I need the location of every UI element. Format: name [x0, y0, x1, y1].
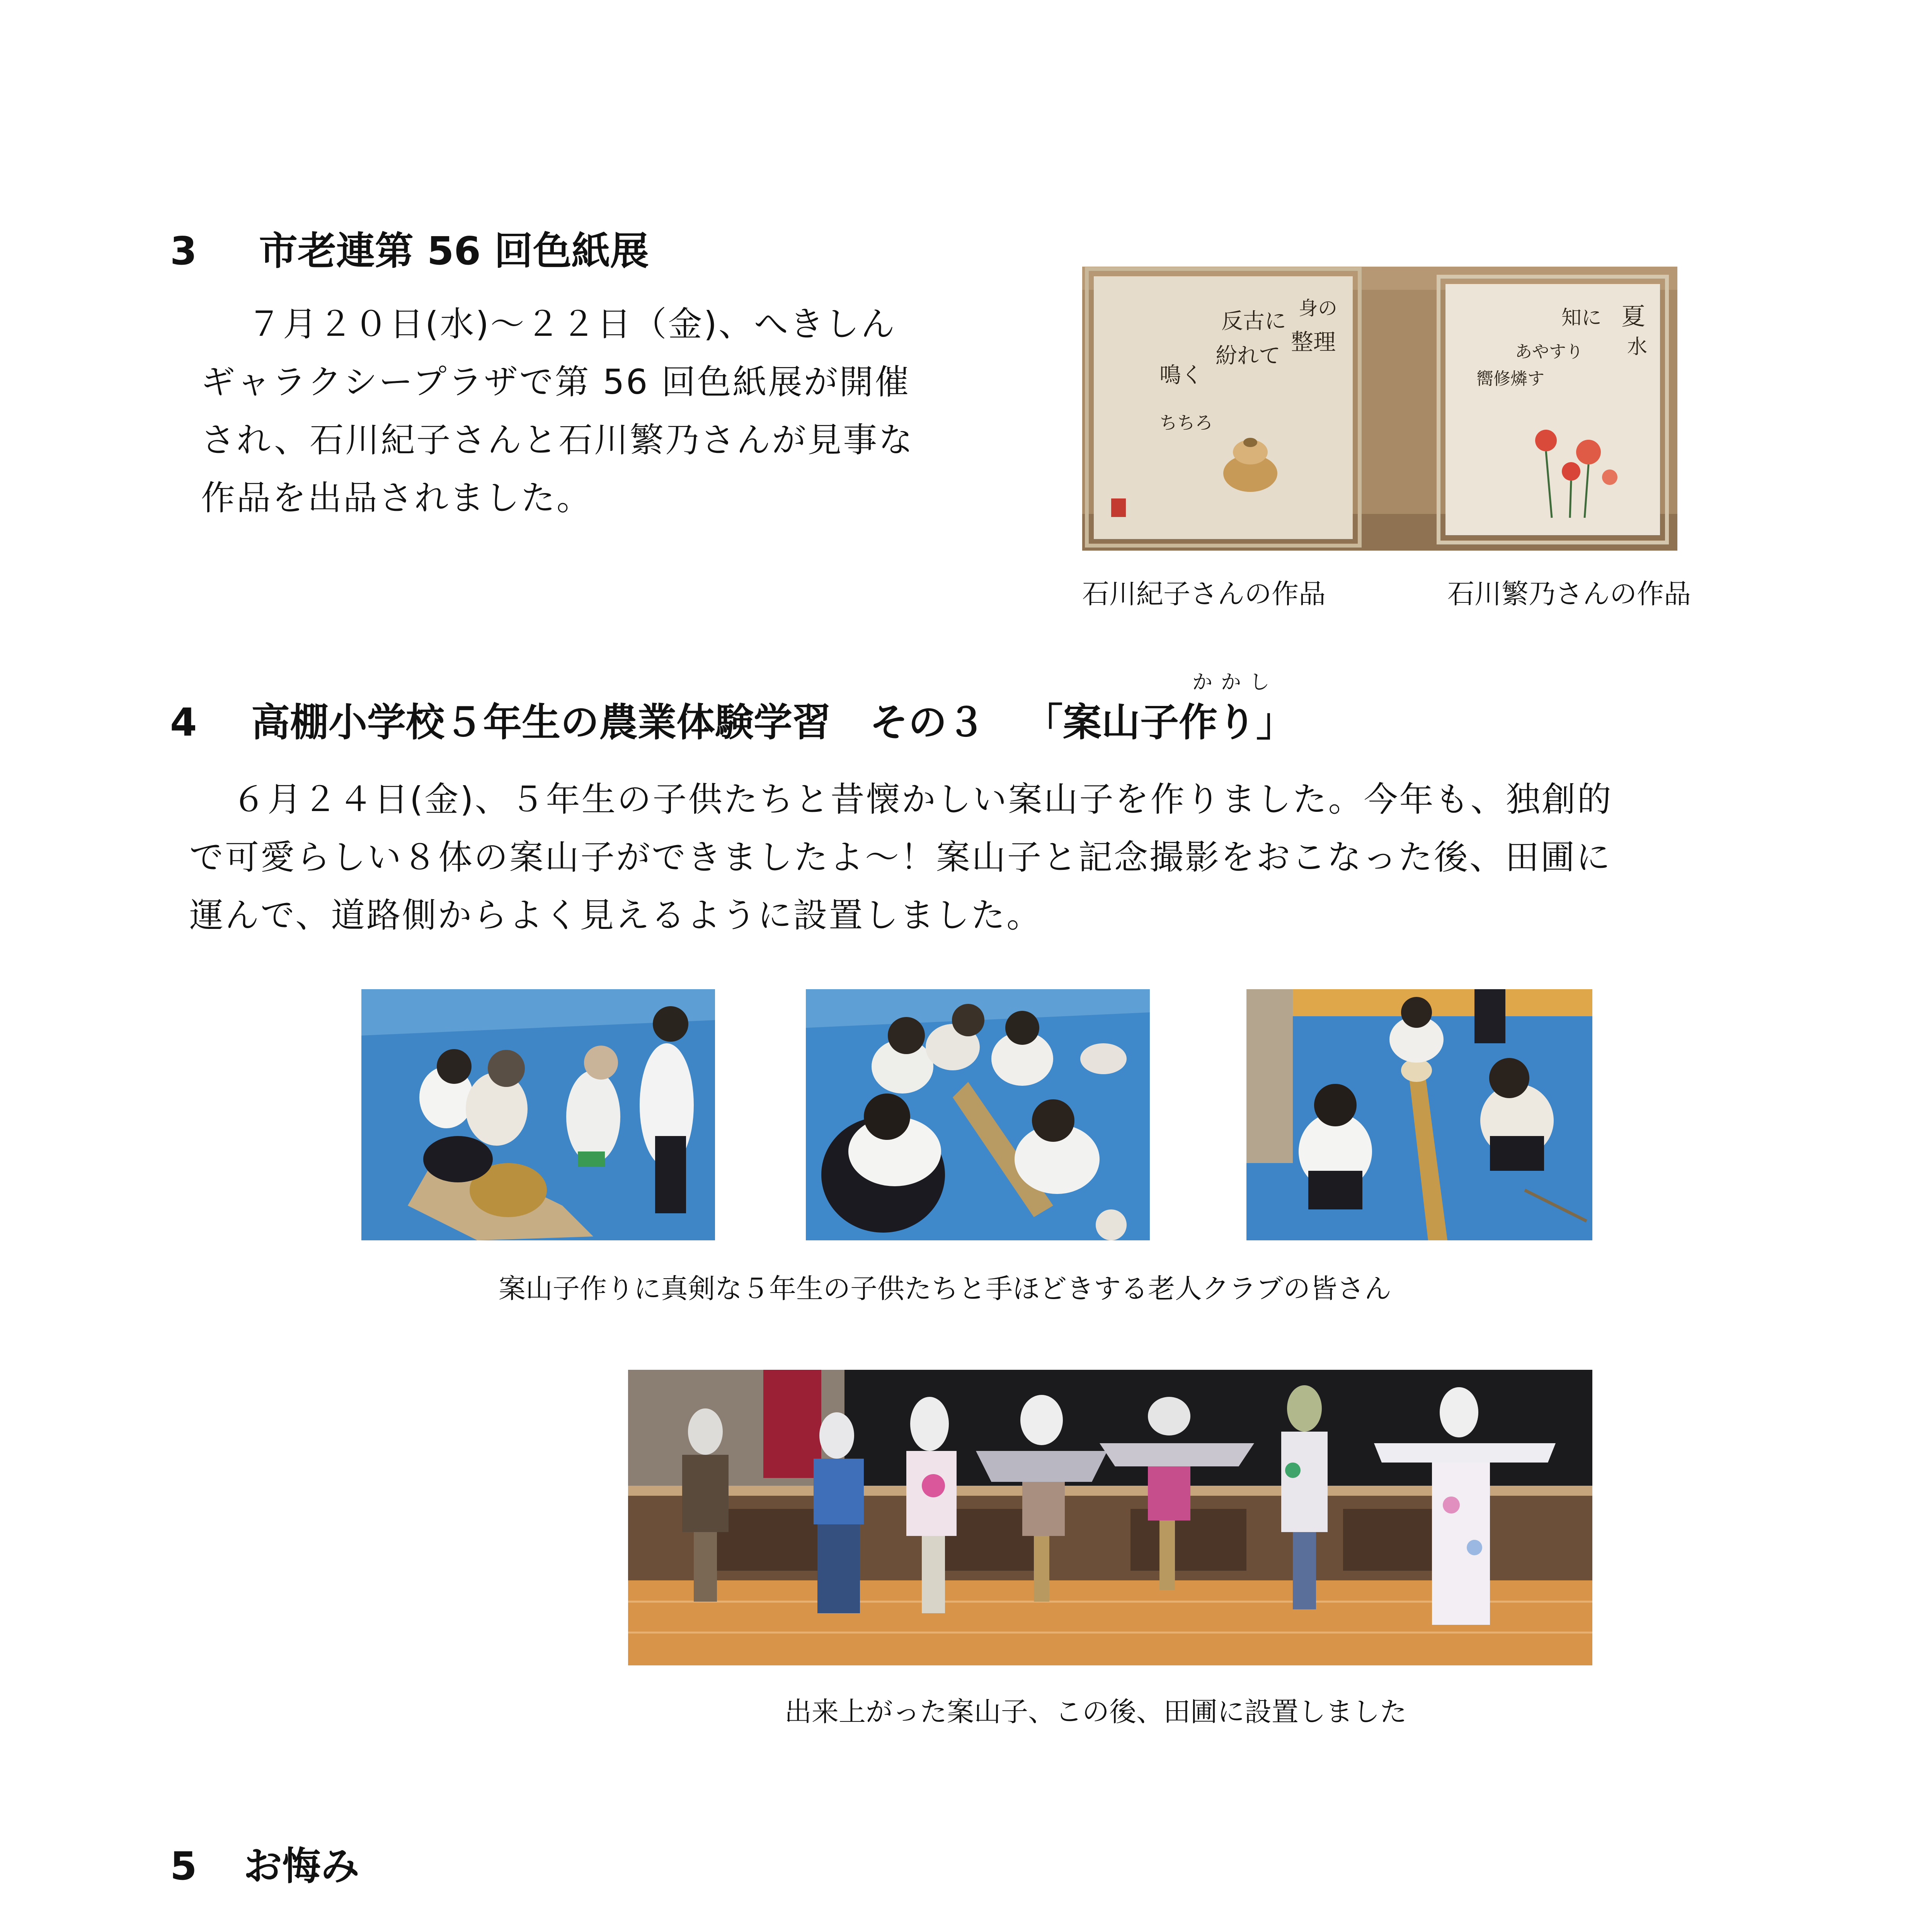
section-4-number: 4: [170, 700, 197, 745]
artwork-1-line-6: ちちろ: [1159, 412, 1213, 433]
section-5-heading: [170, 1844, 359, 1889]
svg-text:鳴く: [1159, 363, 1203, 388]
artwork-2-line-1: 夏: [1621, 302, 1646, 330]
scarecrows-photo: [628, 1370, 1592, 1665]
section-4-body-line-2: で可愛らしい８体の案山子ができましたよ～！案山子と記念撮影をおこなった後、田圃に: [189, 837, 1612, 877]
section-4-subtitle: 「案山子作り」: [1024, 700, 1295, 745]
workshop-caption: 案山子作りに真剣な５年生の子供たちと手ほどきする老人クラブの皆さん: [499, 1273, 1391, 1304]
svg-text:紛れて: [1216, 344, 1280, 369]
section-4-body-line-1: ６月２４日(金)、５年生の子供たちと昔懐かしい案山子を作りました。今年も、独創的: [232, 779, 1613, 819]
section-4-heading: [170, 700, 1295, 745]
section-3-body-line-1: ７月２０日(水)～２２日（金)、へきしん: [247, 304, 896, 344]
artwork-1-col-1: [1299, 297, 1337, 320]
artwork-2-line-4: あやすり: [1515, 342, 1583, 362]
svg-text:整理: [1291, 329, 1336, 355]
svg-text:水: [1627, 335, 1647, 359]
artwork-2-line-5: 嚮修燐す: [1476, 369, 1544, 389]
section-3-title: 市老連第 56 回色紙展: [259, 228, 649, 274]
svg-text:反古に: [1221, 309, 1286, 334]
section-3-body-line-4: 作品を出品されました。: [201, 478, 592, 518]
section-3-body-line-3: され、石川紀子さんと石川繁乃さんが見事な: [201, 420, 914, 460]
section-5-number: 5: [170, 1844, 197, 1889]
svg-text:ちちろ: [1159, 412, 1213, 433]
shikishi-artwork-photo: [1082, 267, 1677, 551]
section-4-body-line-3: 運んで、道路側からよく見えるように設置しました。: [189, 895, 1042, 935]
section-4-title: 高棚小学校５年生の農業体験学習 その３: [251, 700, 986, 745]
artwork-1-line-4: 紛れて: [1216, 344, 1280, 369]
section-3-heading: [170, 228, 649, 274]
artwork-1-line-2: 整理: [1291, 329, 1336, 355]
scarecrows-caption: 出来上がった案山子、この後、田圃に設置しました: [785, 1696, 1407, 1728]
svg-text:あやすり: [1515, 342, 1583, 362]
artwork-caption-1: 石川紀子さんの作品: [1082, 578, 1326, 610]
section-3-number: 3: [170, 228, 197, 274]
section-3-body-line-2: ギャラクシープラザで第 56 回色紙展が開催: [201, 362, 911, 402]
workshop-photo-2: [806, 989, 1150, 1240]
artwork-1-line-3: 反古に: [1221, 309, 1286, 334]
artwork-2-line-2: 水: [1627, 335, 1648, 359]
svg-text:嚮修燐す: [1476, 369, 1544, 389]
section-5-title: お悔み: [243, 1844, 359, 1889]
svg-text:夏: [1621, 302, 1645, 330]
artwork-caption-2: 石川繁乃さんの作品: [1447, 578, 1691, 610]
workshop-photo-1: [361, 989, 715, 1240]
artwork-1-line-1: 身の: [1299, 297, 1337, 320]
artwork-1-line-5: 鳴く: [1159, 363, 1203, 388]
svg-text:知に: [1561, 306, 1602, 330]
workshop-photo-3: [1246, 989, 1592, 1240]
kakashi-ruby: かかし: [1192, 671, 1279, 694]
artwork-2-line-3: 知に: [1561, 306, 1602, 330]
